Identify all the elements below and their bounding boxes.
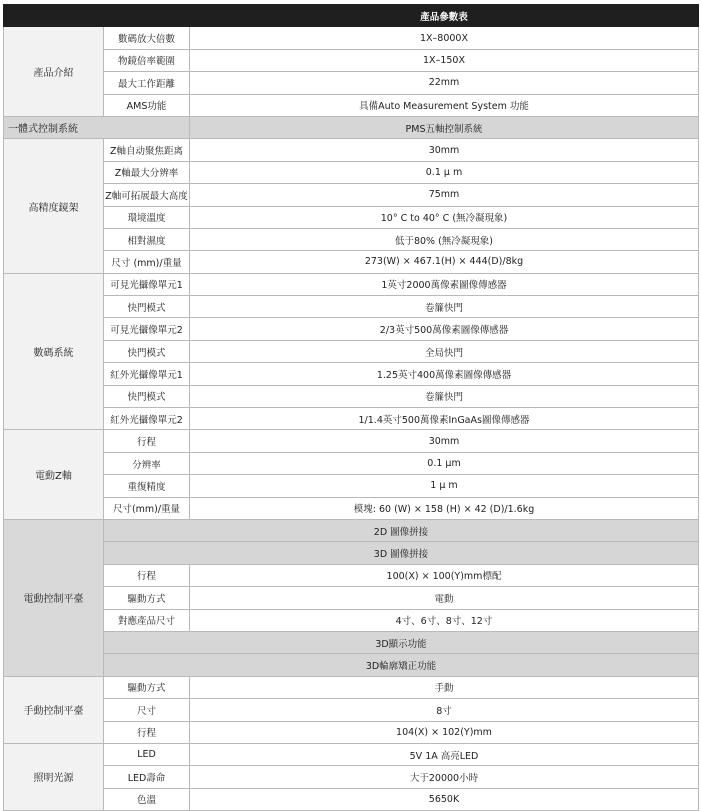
row-label: 對應產品尺寸 xyxy=(104,609,190,631)
row-label: 快門模式 xyxy=(104,385,190,407)
table-row xyxy=(4,699,699,721)
table-row xyxy=(4,497,699,519)
row-label: 紅外光攝像單元1 xyxy=(104,363,190,385)
row-value: 8寸 xyxy=(190,699,699,721)
row-value: 全局快門 xyxy=(190,340,699,362)
row-label: 行程 xyxy=(104,430,190,452)
row-value: 22mm xyxy=(190,72,699,94)
row-label: 驅動方式 xyxy=(104,676,190,698)
table-row xyxy=(4,340,699,362)
header-blank-cell xyxy=(4,5,190,27)
category-cell: 電動控制平臺 xyxy=(4,519,104,676)
table-row xyxy=(4,475,699,497)
table-row xyxy=(4,72,699,94)
table-row xyxy=(4,743,699,765)
table-row xyxy=(4,609,699,631)
row-value: 卷簾快門 xyxy=(190,296,699,318)
row-label: 行程 xyxy=(104,721,190,743)
table-row xyxy=(4,296,699,318)
table-row xyxy=(4,116,699,138)
table-row xyxy=(4,161,699,183)
row-label: 快門模式 xyxy=(104,296,190,318)
table-row xyxy=(4,139,699,161)
row-label: 可見光攝像單元2 xyxy=(104,318,190,340)
row-value: 2/3英寸500萬像素圖像傳感器 xyxy=(190,318,699,340)
row-value: 100(X) × 100(Y)mm標配 xyxy=(190,564,699,586)
row-label: 尺寸 (mm)/重量 xyxy=(104,251,190,273)
table-row xyxy=(4,363,699,385)
row-label: 物鏡倍率範圍 xyxy=(104,49,190,71)
row-value: 273(W) × 467.1(H) × 444(D)/8kg xyxy=(190,251,699,273)
table-title: 產品參數表 xyxy=(190,5,699,27)
row-value: PMS五軸控制系統 xyxy=(190,116,699,138)
row-value: 低于80% (無冷凝現象) xyxy=(190,228,699,250)
row-value: 0.1 μ m xyxy=(190,161,699,183)
row-value: 1X–8000X xyxy=(190,27,699,49)
category-cell: 電動Z軸 xyxy=(4,430,104,520)
row-label: Z軸自动聚焦距离 xyxy=(104,139,190,161)
row-label: 行程 xyxy=(104,564,190,586)
table-row xyxy=(4,654,699,676)
table-row xyxy=(4,430,699,452)
table-row xyxy=(4,206,699,228)
row-value: 104(X) × 102(Y)mm xyxy=(190,721,699,743)
table-row xyxy=(4,564,699,586)
row-label: LED壽命 xyxy=(104,766,190,788)
category-cell: 產品介紹 xyxy=(4,27,104,117)
row-value: 30mm xyxy=(190,139,699,161)
table-row xyxy=(4,49,699,71)
table-row xyxy=(4,452,699,474)
row-value: 1 μ m xyxy=(190,475,699,497)
category-cell: 高精度鏡架 xyxy=(4,139,104,273)
row-label: 可見光攝像單元1 xyxy=(104,273,190,295)
row-label: 重復精度 xyxy=(104,475,190,497)
spec-table-wrapper xyxy=(3,4,698,811)
row-value: 3D顯示功能 xyxy=(104,631,699,653)
row-value: 電動 xyxy=(190,587,699,609)
category-cell: 手動控制平臺 xyxy=(4,676,104,743)
row-value: 1.25英寸400萬像素圖像傳感器 xyxy=(190,363,699,385)
row-label: 驅動方式 xyxy=(104,587,190,609)
table-row xyxy=(4,676,699,698)
row-value: 1英寸2000萬像素圖像傳感器 xyxy=(190,273,699,295)
row-value: 5650K xyxy=(190,788,699,810)
table-row xyxy=(4,318,699,340)
row-value: 5V 1A 高亮LED xyxy=(190,743,699,765)
table-row xyxy=(4,519,699,541)
table-row xyxy=(4,184,699,206)
row-value: 1X–150X xyxy=(190,49,699,71)
table-row xyxy=(4,251,699,273)
row-label: 分辨率 xyxy=(104,452,190,474)
category-cell: 數碼系統 xyxy=(4,273,104,430)
table-row xyxy=(4,788,699,810)
table-row xyxy=(4,631,699,653)
row-label: AMS功能 xyxy=(104,94,190,116)
category-cell: 照明光源 xyxy=(4,743,104,810)
row-value: 10° C to 40° C (無冷凝現象) xyxy=(190,206,699,228)
table-row xyxy=(4,408,699,430)
spec-table xyxy=(3,4,699,811)
row-label: LED xyxy=(104,743,190,765)
row-label: 紅外光攝像單元2 xyxy=(104,408,190,430)
row-value: 具備Auto Measurement System 功能 xyxy=(190,94,699,116)
category-cell: 一體式控制系統 xyxy=(4,116,190,138)
row-value: 75mm xyxy=(190,184,699,206)
row-value: 3D輪廓矯正功能 xyxy=(104,654,699,676)
row-label: 數碼放大倍數 xyxy=(104,27,190,49)
row-value: 大于20000小時 xyxy=(190,766,699,788)
row-value: 手動 xyxy=(190,676,699,698)
row-label: 最大工作距離 xyxy=(104,72,190,94)
table-row xyxy=(4,721,699,743)
row-value: 2D 圖像拼接 xyxy=(104,519,699,541)
row-label: Z軸可拓展最大高度 xyxy=(104,184,190,206)
table-row xyxy=(4,385,699,407)
table-row xyxy=(4,766,699,788)
row-label: Z軸最大分辨率 xyxy=(104,161,190,183)
row-label: 相對濕度 xyxy=(104,228,190,250)
row-value: 4寸、6寸、8寸、12寸 xyxy=(190,609,699,631)
row-label: 尺寸 xyxy=(104,699,190,721)
row-value: 3D 圖像拼接 xyxy=(104,542,699,564)
row-label: 色溫 xyxy=(104,788,190,810)
table-header-row xyxy=(4,5,699,27)
table-row xyxy=(4,27,699,49)
table-row xyxy=(4,273,699,295)
row-value: 卷簾快門 xyxy=(190,385,699,407)
row-value: 模塊: 60 (W) × 158 (H) × 42 (D)/1.6kg xyxy=(190,497,699,519)
table-row xyxy=(4,587,699,609)
row-value: 0.1 μm xyxy=(190,452,699,474)
row-value: 1/1.4英寸500萬像素InGaAs圖像傳感器 xyxy=(190,408,699,430)
table-row xyxy=(4,228,699,250)
row-label: 環境溫度 xyxy=(104,206,190,228)
row-label: 快門模式 xyxy=(104,340,190,362)
row-label: 尺寸(mm)/重量 xyxy=(104,497,190,519)
table-row xyxy=(4,94,699,116)
table-row xyxy=(4,542,699,564)
row-value: 30mm xyxy=(190,430,699,452)
